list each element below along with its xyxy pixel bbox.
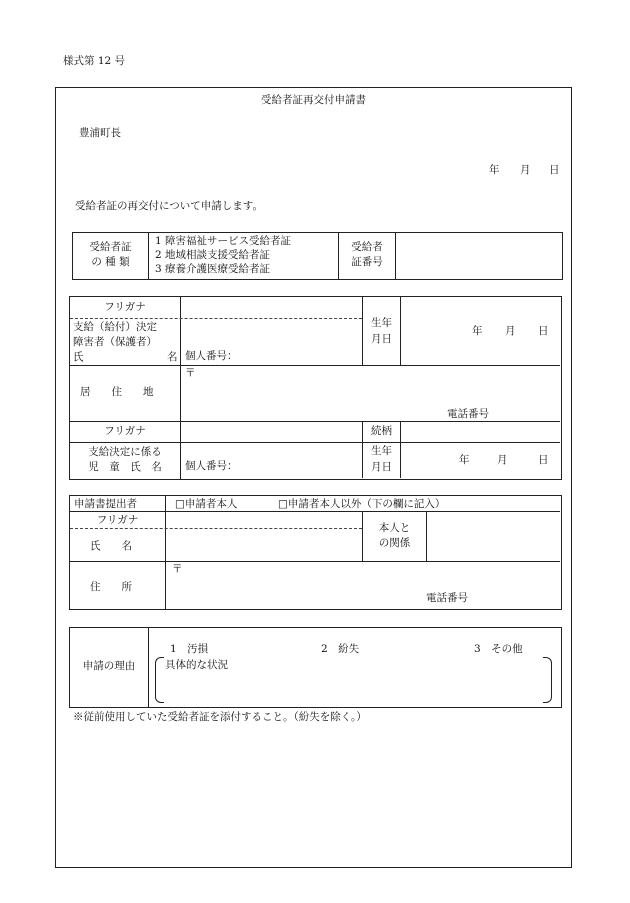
recipient-address-label: 居 住 地 <box>80 386 154 398</box>
form-number: 様式第 12 号 <box>63 55 126 67</box>
reason-detail-bracket-right <box>543 657 552 703</box>
submitter-relation-label-2: の関係 <box>378 537 411 549</box>
cert-number-label-2: 証番号 <box>351 256 383 268</box>
child-birth-year: 年 <box>459 454 470 466</box>
submitter-relation-label: 本人と <box>378 522 411 534</box>
recipient-birth-day: 日 <box>538 325 549 337</box>
submitter-furigana-label: フリガナ <box>96 514 139 526</box>
child-birth-label-2: 月日 <box>371 461 392 473</box>
submitter-postal-mark-icon: 〒 <box>172 563 183 575</box>
reason-option-lost: 2 紛失 <box>321 643 360 655</box>
reason-option-soiled: 1 汚損 <box>170 643 209 655</box>
postal-mark-icon: 〒 <box>185 367 196 379</box>
reason-detail-bracket-left <box>155 657 164 703</box>
date-day-label: 日 <box>549 164 560 176</box>
child-furigana-label: フリガナ <box>104 425 146 437</box>
child-name-label-2: 児 童 氏 名 <box>88 461 162 473</box>
date-year-label: 年 <box>489 164 500 176</box>
note-text: ※従前使用していた受給者証を添付すること。（紛失を除く。） <box>73 711 367 723</box>
reason-option-other: 3 その他 <box>474 643 523 655</box>
recipient-name-label-3b: 名 <box>167 351 178 363</box>
cert-number-label: 受給者 <box>351 241 383 253</box>
date-month-label: 月 <box>520 164 531 176</box>
reason-detail-label: 具体的な状況 <box>165 659 228 671</box>
child-birth-label: 生年 <box>371 445 392 457</box>
child-name-label-1: 支給決定に係る <box>88 446 162 458</box>
recipient-furigana-label: フリガナ <box>104 301 146 313</box>
cert-number-field[interactable] <box>398 236 558 276</box>
recipient-name-label-1: 支給（給付）決定 <box>73 321 157 333</box>
recipient-phone-label: 電話番号 <box>447 408 489 420</box>
submitter-label: 申請書提出者 <box>74 498 137 510</box>
recipient-name-label-2: 障害者（保護者） <box>73 336 157 348</box>
submitter-phone-label: 電話番号 <box>426 592 468 604</box>
submitter-option-self[interactable]: □申請者本人 <box>175 498 238 510</box>
child-birth-day: 日 <box>538 454 549 466</box>
submitter-name-label: 氏 名 <box>90 540 132 552</box>
recipient-birth-year: 年 <box>472 325 483 337</box>
form-title: 受給者証再交付申請書 <box>261 94 366 106</box>
submitter-table <box>69 495 562 610</box>
child-personal-number-label: 個人番号： <box>185 460 238 472</box>
submitter-address-label: 住 所 <box>90 581 132 593</box>
recipient-birth-label-2: 月日 <box>371 333 392 345</box>
addressee: 豊浦町長 <box>79 127 121 139</box>
child-relationship-label: 続柄 <box>371 425 392 437</box>
submitter-option-other[interactable]: □申請者本人以外（下の欄に記入） <box>278 498 446 510</box>
recipient-birth-label: 生年 <box>371 317 392 329</box>
cert-option-1: 1 障害福祉サービス受給者証 <box>155 235 292 247</box>
recipient-personal-number-label: 個人番号： <box>185 350 238 362</box>
child-birth-month: 月 <box>497 454 508 466</box>
recipient-birth-month: 月 <box>505 325 516 337</box>
reason-label: 申請の理由 <box>82 660 136 672</box>
cert-option-3: 3 療養介護医療受給者証 <box>155 263 271 275</box>
recipient-name-label-3a: 氏 <box>73 351 84 363</box>
cert-type-label-2: の 種 類 <box>91 256 130 268</box>
cert-option-2: 2 地域相談支援受給者証 <box>155 249 271 261</box>
cert-type-label: 受給者証 <box>89 241 132 253</box>
intro-text: 受給者証の再交付について申請します。 <box>75 200 263 212</box>
